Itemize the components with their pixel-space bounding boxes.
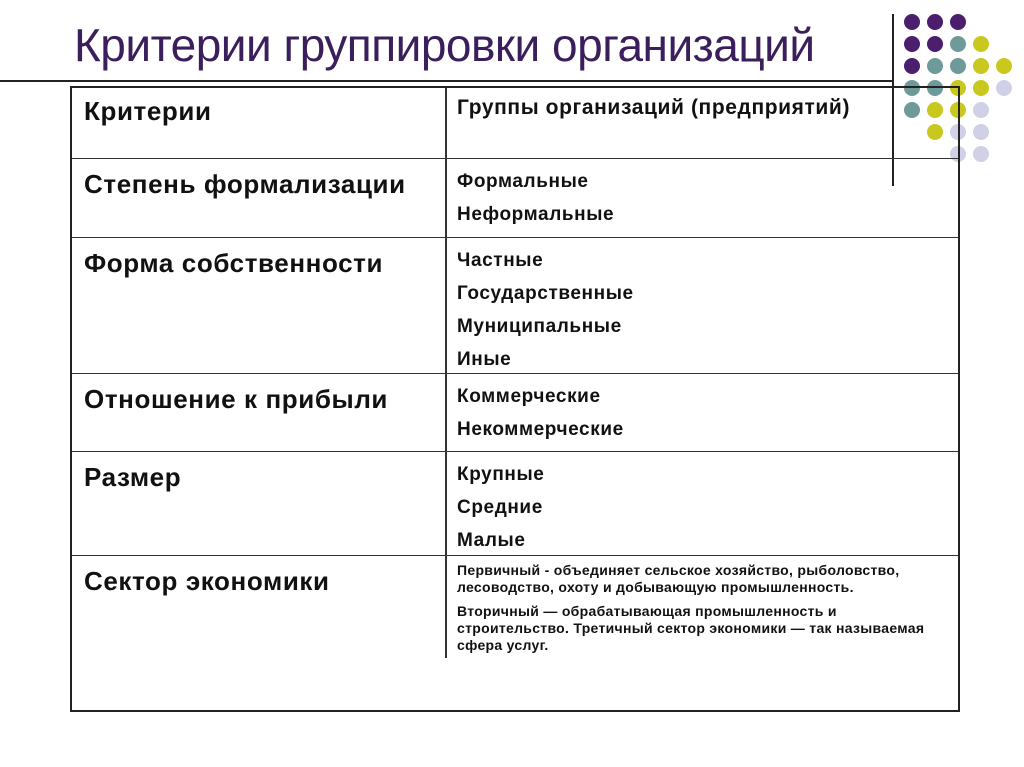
dot	[927, 14, 943, 30]
header-groups: Группы организаций (предприятий)	[457, 96, 851, 119]
header-criteria: Критерии	[84, 96, 212, 126]
table-header-row	[72, 88, 958, 159]
dot	[973, 102, 989, 118]
criterion-cell: Сектор экономики	[84, 566, 330, 596]
group-item: Государственные	[457, 283, 634, 304]
dot	[973, 58, 989, 74]
group-item: Средние	[457, 497, 543, 518]
group-item: Некоммерческие	[457, 419, 624, 440]
criteria-table	[70, 86, 960, 712]
dot	[973, 124, 989, 140]
dot	[904, 58, 920, 74]
group-item: Малые	[457, 530, 526, 551]
dot	[950, 36, 966, 52]
criterion-cell: Размер	[84, 462, 182, 492]
criterion-cell: Степень формализации	[84, 169, 406, 199]
dot	[973, 146, 989, 162]
dot	[996, 58, 1012, 74]
criterion-cell: Форма собственности	[84, 248, 384, 278]
dot	[927, 58, 943, 74]
title-underline	[0, 80, 893, 82]
groups-cell	[457, 562, 947, 661]
dot	[927, 36, 943, 52]
group-item: Иные	[457, 349, 512, 370]
group-item: Формальные	[457, 171, 589, 192]
dot	[950, 58, 966, 74]
group-item: Частные	[457, 250, 544, 271]
dot	[973, 80, 989, 96]
group-item: Муниципальные	[457, 316, 622, 337]
dot	[996, 80, 1012, 96]
dot	[904, 36, 920, 52]
groups-cell	[457, 244, 947, 376]
table-row	[72, 374, 958, 452]
table-row	[72, 452, 958, 556]
dot	[904, 14, 920, 30]
table-row	[72, 159, 958, 238]
groups-cell	[457, 165, 947, 231]
group-item: Неформальные	[457, 204, 615, 225]
group-item: Крупные	[457, 464, 545, 485]
sector-description: Вторичный — обрабатывающая промышленность и строительство. Третичный сектор экономики — так называемая сфера услуг.	[457, 603, 925, 653]
groups-cell	[457, 380, 947, 446]
group-item: Коммерческие	[457, 386, 601, 407]
groups-cell	[457, 458, 947, 557]
dot	[973, 36, 989, 52]
table-row	[72, 556, 958, 710]
slide-title: Критерии группировки организаций	[74, 19, 815, 71]
criterion-cell: Отношение к прибыли	[84, 384, 389, 414]
sector-description: Первичный - объединяет сельское хозяйство, рыболовство, лесоводство, охоту и добывающую промышленность.	[457, 562, 900, 595]
dot	[950, 14, 966, 30]
table-row	[72, 238, 958, 374]
